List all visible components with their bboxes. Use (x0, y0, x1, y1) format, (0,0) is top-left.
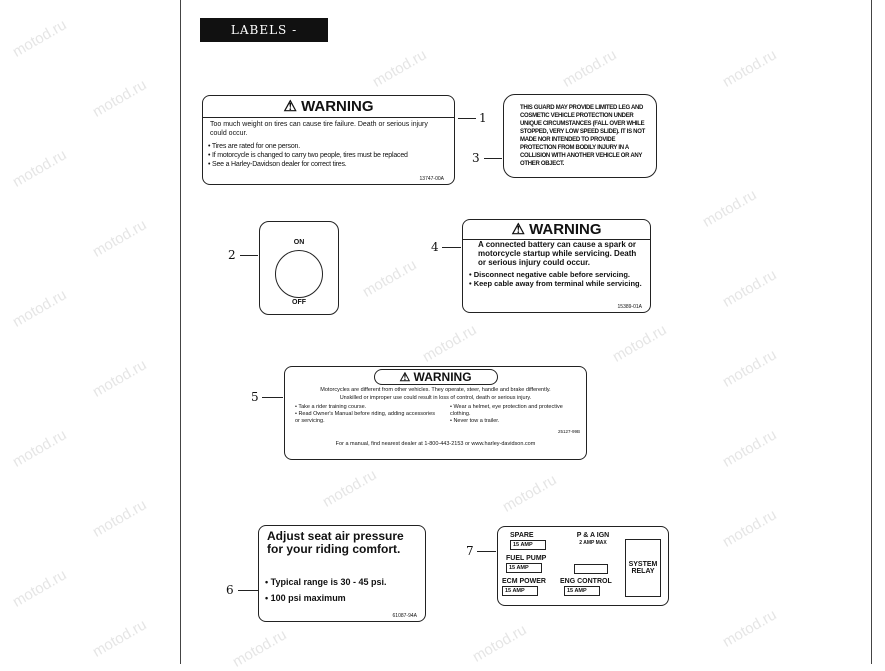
fuse-name: P & A IGN (576, 532, 610, 539)
label-text: Too much weight on tires can cause tire failure. Death or serious injury could occur. (210, 121, 428, 137)
fuse-label (497, 526, 669, 606)
on-text: ON (293, 239, 305, 246)
label-text: Unskilled or improper use could result in loss of control, death or serious injury. (339, 395, 532, 401)
callout-6: 6 (226, 583, 234, 597)
part-number: 13747-00A (419, 176, 444, 182)
watermark: motod.ru (719, 346, 780, 391)
watermark: motod.ru (9, 16, 70, 61)
part-number: 61087-94A (392, 613, 417, 619)
fuse-name: FUEL PUMP (506, 555, 547, 562)
seat-pressure-label (258, 525, 426, 622)
part-number: 25127-99B (557, 429, 580, 434)
label-text: Motorcycles are different from other vehicles. They operate, steer, handle and brake differently. (320, 387, 551, 393)
off-text: OFF (292, 299, 306, 306)
bullet: • Tires are rated for one person. (208, 143, 300, 150)
watermark: motod.ru (699, 186, 760, 231)
watermark: motod.ru (319, 466, 380, 511)
section-header: LABELS - DECALS (200, 18, 328, 42)
watermark: motod.ru (609, 321, 670, 366)
tire-warning-label (202, 95, 455, 185)
label-heading: Adjust seat air pressure for your riding comfort. (267, 529, 404, 556)
on-off-switch-label (259, 221, 339, 315)
fuse-amp: 15 AMP (502, 586, 538, 596)
watermark: motod.ru (89, 356, 150, 401)
label-text: THIS GUARD MAY PROVIDE LIMITED LEG AND COSMETIC VEHICLE PROTECTION UNDER UNIQUE CIRCUMSTANCES (FALL OVER WHILE STOPPED, VERY LOW SPEED SLIDE). IT IS NOT MADE NOR INTENDED TO PROVIDE PROTECTION FROM BODILY INJURY IN A COLLISION WITH ANOTHER VEHICLE OR ANY OTHER OBJECT. (520, 105, 645, 167)
watermark: motod.ru (89, 496, 150, 541)
callout-4: 4 (431, 240, 439, 254)
callout-7: 7 (466, 544, 474, 558)
bullet: • Disconnect negative cable before servicing. (469, 270, 631, 279)
fuse-sub: 2 AMP MAX (579, 540, 607, 546)
bullet: • See a Harley-Davidson dealer for correct tires. (208, 161, 347, 168)
watermark: motod.ru (469, 621, 530, 666)
warning-heading: WARNING (529, 221, 602, 238)
guard-label (503, 94, 657, 178)
callout-2: 2 (228, 248, 236, 262)
bullet: • If motorcycle is changed to carry two people, tires must be replaced (208, 152, 408, 159)
watermark: motod.ru (359, 256, 420, 301)
battery-warning-label (462, 219, 651, 313)
system-relay-box: SYSTEM RELAY (625, 539, 661, 597)
bullet: • Take a rider training course. (295, 404, 367, 410)
callout-1: 1 (479, 111, 487, 125)
watermark: motod.ru (419, 321, 480, 366)
bullet: • Typical range is 30 - 45 psi. (265, 577, 387, 587)
watermark: motod.ru (89, 76, 150, 121)
label-footer: For a manual, find nearest dealer at 1-800-443-2153 or www.harley-davidson.com (335, 441, 536, 447)
fuse-amp: 15 AMP (564, 586, 600, 596)
callout-3: 3 (472, 151, 480, 165)
empty-fuse-slot (574, 564, 608, 574)
bullet: • Keep cable away from terminal while servicing. (469, 279, 642, 288)
watermark: motod.ru (559, 46, 620, 91)
watermark: motod.ru (719, 606, 780, 651)
fuse-amp: 15 AMP (506, 563, 542, 573)
watermark: motod.ru (9, 146, 70, 191)
watermark: motod.ru (719, 46, 780, 91)
watermark: motod.ru (9, 566, 70, 611)
warning-icon: ⚠ (283, 98, 302, 115)
fuse-name: SPARE (510, 532, 534, 539)
watermark: motod.ru (719, 506, 780, 551)
fuse-amp: 15 AMP (510, 540, 546, 550)
warning-icon: ⚠ (511, 221, 530, 238)
label-text: A connected battery can cause a spark or motorcycle startup while servicing. Death or serious injury could occur. (478, 240, 637, 267)
watermark: motod.ru (229, 626, 290, 671)
callout-5: 5 (251, 390, 259, 404)
watermark: motod.ru (9, 286, 70, 331)
fuse-name: ECM POWER (502, 578, 546, 585)
watermark: motod.ru (89, 616, 150, 661)
watermark: motod.ru (9, 426, 70, 471)
warning-icon: ⚠ (399, 370, 414, 384)
watermark: motod.ru (719, 266, 780, 311)
switch-hole (275, 250, 323, 298)
bullet: • Wear a helmet, eye protection and protective clothing. (450, 404, 563, 417)
watermark: motod.ru (369, 46, 430, 91)
watermark: motod.ru (89, 216, 150, 261)
bullet: • Never tow a trailer. (450, 418, 500, 424)
bullet: • Read Owner's Manual before riding, adding accessories or servicing. (295, 411, 435, 424)
bullet: • 100 psi maximum (265, 593, 346, 603)
warning-heading: WARNING (413, 370, 472, 384)
watermark: motod.ru (719, 426, 780, 471)
fuse-name: ENG CONTROL (560, 578, 612, 585)
rider-warning-label (284, 366, 587, 460)
warning-heading: WARNING (301, 98, 374, 115)
part-number: 15389-01A (617, 304, 642, 310)
watermark: motod.ru (499, 471, 560, 516)
